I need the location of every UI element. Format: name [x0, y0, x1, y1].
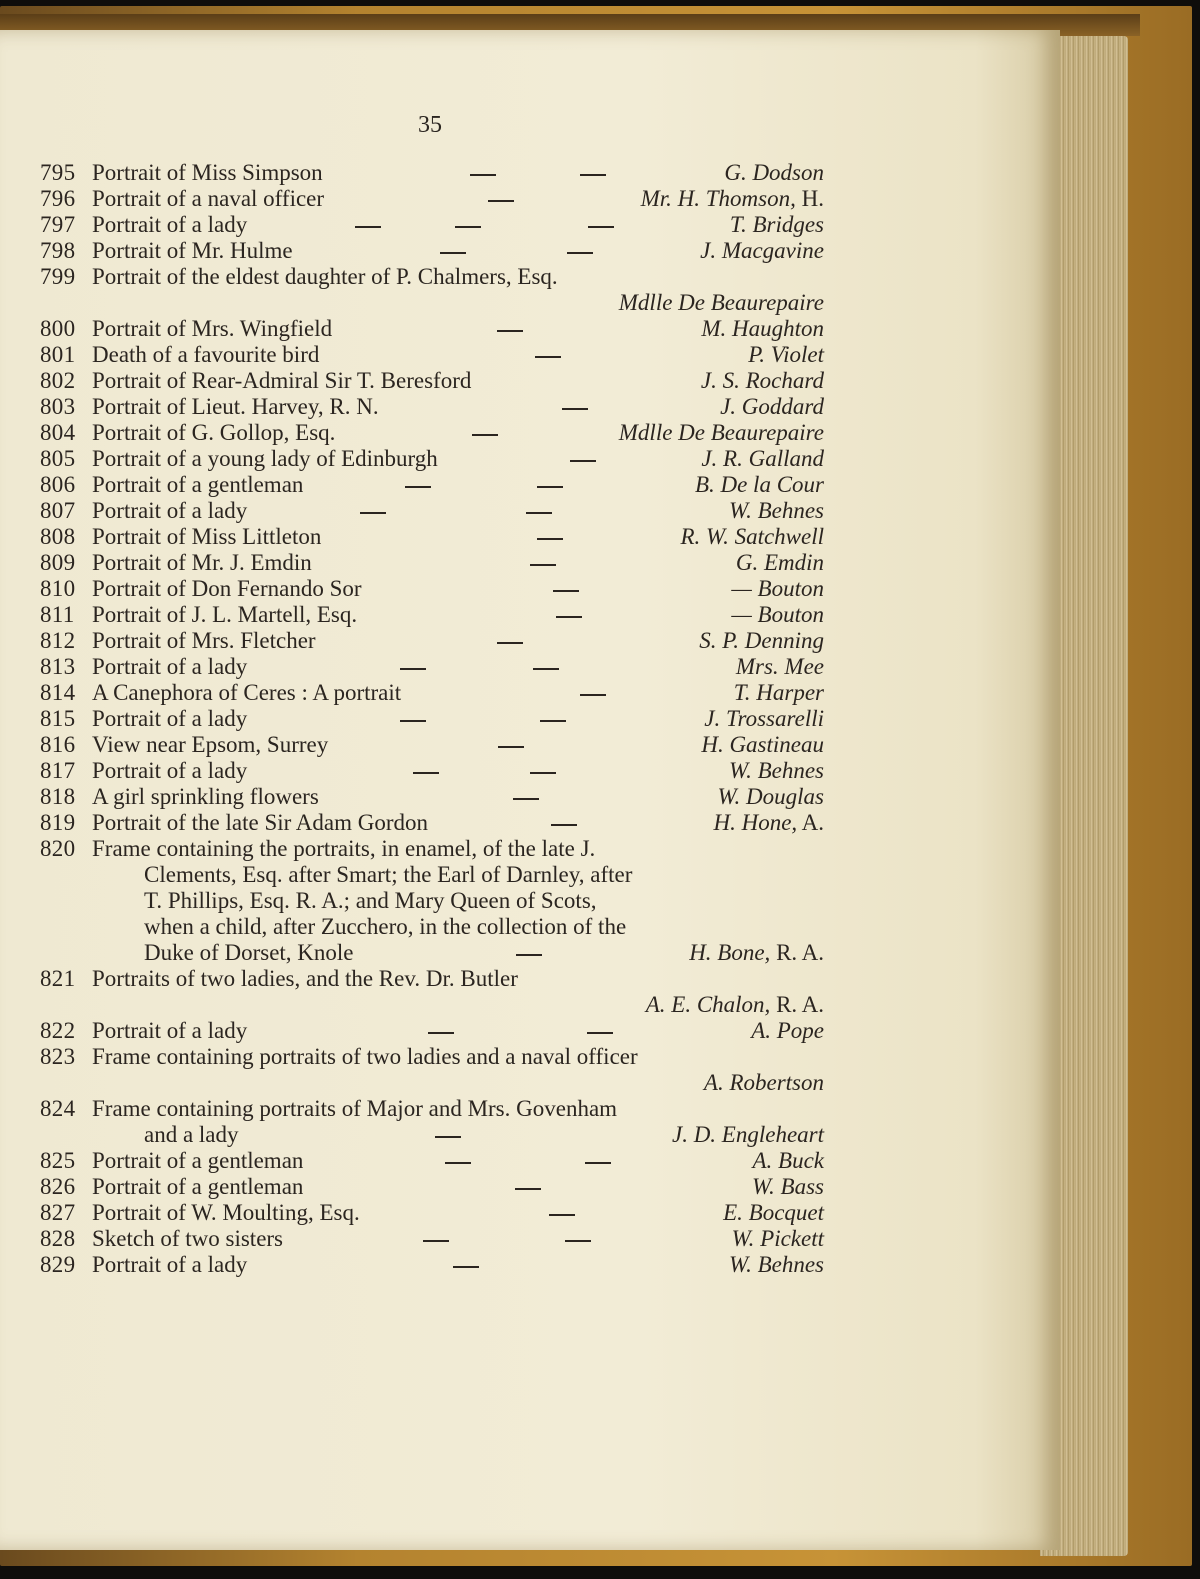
leader-dash: [400, 720, 426, 722]
artist-name-text: T. Bridges: [729, 212, 824, 237]
entry-title: Portrait of Miss Littleton: [92, 524, 322, 549]
entry-title: Portrait of Don Fernando Sor: [92, 576, 362, 601]
leader-dash: [549, 1214, 575, 1216]
artist-honour: H.: [795, 186, 824, 211]
leader-dash: [516, 954, 542, 956]
leader-dash: [513, 798, 539, 800]
artist-name-text: J. S. Rochard: [700, 368, 824, 393]
artist-name-text: P. Violet: [748, 342, 824, 367]
entry-title: Portrait of a gentleman: [92, 1148, 304, 1173]
artist-name-text: H. Gastineau: [701, 732, 824, 757]
entry-title: Portrait of a lady: [92, 498, 248, 523]
entry-number: 827: [40, 1200, 76, 1225]
artist-name: [734, 680, 824, 706]
artist-name: [701, 316, 824, 342]
leader-dash: [537, 538, 563, 540]
artist-name-text: — Bouton: [731, 576, 824, 601]
entry-number: 795: [40, 160, 76, 185]
artist-name-text: A. Robertson: [703, 1070, 824, 1095]
entry-number: 806: [40, 472, 76, 497]
artist-name: [713, 810, 824, 836]
artist-name: [720, 394, 824, 420]
artist-name-text: M. Haughton: [701, 316, 824, 341]
entry-title: Frame containing the portraits, in enamel, of the late J.: [92, 836, 596, 861]
artist-name: [731, 602, 824, 628]
entry-number: 808: [40, 524, 76, 549]
entry-title: Portrait of the late Sir Adam Gordon: [92, 810, 428, 835]
artist-name: [704, 706, 824, 732]
artist-name-text: J. Macgavine: [700, 238, 824, 263]
leader-dash: [553, 590, 579, 592]
leader-dash: [562, 408, 588, 410]
entry-title-continuation: Duke of Dorset, Knole: [144, 940, 354, 965]
entry-title-continuation: Clements, Esq. after Smart; the Earl of Darnley, after: [144, 862, 633, 887]
artist-name: [619, 420, 824, 446]
artist-name: [729, 758, 824, 784]
entry-number: 821: [40, 966, 76, 991]
entry-title: Sketch of two sisters: [92, 1226, 284, 1251]
leader-dash: [526, 512, 552, 514]
leader-dash: [570, 460, 596, 462]
entry-number: 802: [40, 368, 76, 393]
entry-number: 811: [40, 602, 75, 627]
artist-name-text: H. Hone,: [713, 810, 798, 835]
entry-number: 829: [40, 1252, 76, 1277]
artist-name-text: S. P. Denning: [699, 628, 824, 653]
artist-name: [729, 498, 824, 524]
entry-title: Portrait of a lady: [92, 1252, 248, 1277]
artist-name: [701, 446, 824, 472]
entry-number: 799: [40, 264, 76, 289]
artist-name: [751, 1018, 824, 1044]
leader-dash: [565, 1240, 591, 1242]
entry-number: 798: [40, 238, 76, 263]
entry-title: View near Epsom, Surrey: [92, 732, 329, 757]
leader-dash: [472, 434, 498, 436]
leader-dash: [405, 486, 431, 488]
entry-number: 816: [40, 732, 76, 757]
artist-name-text: J. Goddard: [720, 394, 824, 419]
entry-number: 804: [40, 420, 76, 445]
page-number: 35: [418, 112, 442, 138]
artist-name-text: Mrs. Mee: [735, 654, 824, 679]
leader-dash: [445, 1162, 471, 1164]
entry-title: Frame containing portraits of two ladies and a naval officer: [92, 1044, 638, 1069]
artist-name-text: G. Dodson: [724, 160, 824, 185]
entry-title: Portrait of a lady: [92, 1018, 248, 1043]
entry-number: 810: [40, 576, 76, 601]
leader-dash: [413, 772, 439, 774]
leader-dash: [585, 1162, 611, 1164]
entry-number: 813: [40, 654, 76, 679]
entry-title-continuation: when a child, after Zucchero, in the collection of the: [144, 914, 627, 939]
artist-name-text: T. Harper: [733, 680, 824, 705]
artist-name-text: Mdlle De Beaurepaire: [618, 420, 824, 445]
artist-name: [718, 784, 825, 810]
leader-dash: [455, 226, 481, 228]
artist-name: [619, 290, 824, 316]
entry-title: Frame containing portraits of Major and Mrs. Govenham: [92, 1096, 618, 1121]
artist-name: [724, 160, 824, 186]
artist-name: [700, 238, 824, 264]
entry-number: 818: [40, 784, 76, 809]
artist-name-text: R. W. Satchwell: [680, 524, 824, 549]
entry-number: 822: [40, 1018, 76, 1043]
leader-dash: [497, 330, 523, 332]
entry-title: Portrait of a lady: [92, 212, 248, 237]
artist-name: [736, 654, 824, 680]
entry-number: 814: [40, 680, 76, 705]
leader-dash: [580, 694, 606, 696]
artist-name: [723, 1200, 824, 1226]
entry-number: 820: [40, 836, 76, 861]
entry-number: 805: [40, 446, 76, 471]
artist-name-text: W. Bass: [752, 1174, 824, 1199]
entry-title: Portrait of Miss Simpson: [92, 160, 323, 185]
artist-name-text: — Bouton: [731, 602, 824, 627]
entry-number: 825: [40, 1148, 76, 1173]
entry-title: Portrait of Mr. Hulme: [92, 238, 293, 263]
leader-dash: [360, 512, 386, 514]
entry-number: 824: [40, 1096, 76, 1121]
leader-dash: [497, 642, 523, 644]
artist-name: [646, 992, 824, 1018]
leader-dash: [498, 746, 524, 748]
leader-dash: [440, 252, 466, 254]
leader-dash: [423, 1240, 449, 1242]
leader-dash: [587, 1032, 613, 1034]
artist-name: [732, 1226, 824, 1252]
artist-name-text: A. Pope: [751, 1018, 824, 1043]
leader-dash: [533, 668, 559, 670]
entry-number: 828: [40, 1226, 76, 1251]
artist-honour: A.: [797, 810, 824, 835]
leader-dash: [535, 356, 561, 358]
entry-number: 801: [40, 342, 76, 367]
entry-title: Portrait of a young lady of Edinburgh: [92, 446, 438, 471]
entry-number: 812: [40, 628, 76, 653]
artist-name: [731, 576, 824, 602]
leader-dash: [537, 486, 563, 488]
leader-dash: [540, 720, 566, 722]
entry-title: Portrait of G. Gollop, Esq.: [92, 420, 336, 445]
artist-name-text: G. Emdin: [735, 550, 824, 575]
artist-name: [748, 342, 824, 368]
entry-number: 807: [40, 498, 76, 523]
artist-name: [730, 212, 824, 238]
artist-name: [672, 1122, 824, 1148]
entry-title: Portrait of Mrs. Wingfield: [92, 316, 333, 341]
artist-name-text: Mr. H. Thomson,: [640, 186, 796, 211]
leader-dash: [355, 226, 381, 228]
artist-honour: R. A.: [770, 992, 824, 1017]
entry-number: 817: [40, 758, 76, 783]
entry-title: Portrait of Rear-Admiral Sir T. Beresford: [92, 368, 472, 393]
artist-name-text: B. De la Cour: [694, 472, 824, 497]
entry-title: Portrait of a gentleman: [92, 1174, 304, 1199]
entry-title: Portrait of Mr. J. Emdin: [92, 550, 312, 575]
entry-title: Portrait of the eldest daughter of P. Chalmers, Esq.: [92, 264, 558, 289]
leader-dash: [488, 200, 514, 202]
entry-number: 803: [40, 394, 76, 419]
leader-dash: [453, 1266, 479, 1268]
entry-title: Portrait of a gentleman: [92, 472, 304, 497]
artist-name: [680, 524, 824, 550]
artist-name-text: W. Behnes: [729, 498, 824, 523]
entry-number: 823: [40, 1044, 76, 1069]
entry-number: 796: [40, 186, 76, 211]
artist-name: [701, 368, 824, 394]
leader-dash: [515, 1188, 541, 1190]
entry-title: A girl sprinkling flowers: [92, 784, 319, 809]
entry-title: Portrait of J. L. Martell, Esq.: [92, 602, 358, 627]
leader-dash: [580, 174, 606, 176]
artist-name: [704, 1070, 824, 1096]
leader-dash: [435, 1136, 461, 1138]
leader-dash: [400, 668, 426, 670]
entry-title: Portrait of Mrs. Fletcher: [92, 628, 316, 653]
leader-dash: [470, 174, 496, 176]
artist-name: [752, 1174, 824, 1200]
artist-name-text: A. E. Chalon,: [645, 992, 771, 1017]
leader-dash: [428, 1032, 454, 1034]
entry-number: 800: [40, 316, 76, 341]
leader-dash: [530, 772, 556, 774]
artist-name-text: E. Bocquet: [723, 1200, 824, 1225]
artist-name: [641, 186, 824, 212]
artist-honour: R. A.: [770, 940, 824, 965]
leader-dash: [556, 616, 582, 618]
entry-title: A Canephora of Ceres : A portrait: [92, 680, 402, 705]
entry-number: 809: [40, 550, 76, 575]
entry-number: 826: [40, 1174, 76, 1199]
artist-name-text: W. Behnes: [729, 1252, 824, 1277]
entry-number: 815: [40, 706, 76, 731]
artist-name: [699, 628, 824, 654]
entry-title: Portrait of a naval officer: [92, 186, 325, 211]
artist-name: [752, 1148, 824, 1174]
entry-title-continuation: and a lady: [144, 1122, 239, 1147]
entry-title: Portrait of a lady: [92, 706, 248, 731]
artist-name: [695, 472, 824, 498]
entry-number: 797: [40, 212, 76, 237]
entry-title: Portrait of a lady: [92, 654, 248, 679]
artist-name-text: W. Pickett: [731, 1226, 824, 1251]
artist-name: [736, 550, 824, 576]
entry-title-continuation: T. Phillips, Esq. R. A.; and Mary Queen of Scots,: [144, 888, 597, 913]
artist-name-text: J. D. Engleheart: [671, 1122, 824, 1147]
artist-name-text: H. Bone,: [689, 940, 771, 965]
artist-name: [701, 732, 824, 758]
artist-name-text: W. Behnes: [729, 758, 824, 783]
entry-number: 819: [40, 810, 76, 835]
leader-dash: [530, 564, 556, 566]
entry-title: Death of a favourite bird: [92, 342, 320, 367]
leader-dash: [567, 252, 593, 254]
artist-name-text: W. Douglas: [717, 784, 824, 809]
artist-name: [729, 1252, 824, 1278]
artist-name: [689, 940, 824, 966]
leader-dash: [551, 824, 577, 826]
artist-name-text: J. R. Galland: [701, 446, 824, 471]
entry-title: Portraits of two ladies, and the Rev. Dr. Butler: [92, 966, 518, 991]
leader-dash: [588, 226, 614, 228]
entry-title: Portrait of Lieut. Harvey, R. N.: [92, 394, 379, 419]
entry-title: Portrait of W. Moulting, Esq.: [92, 1200, 360, 1225]
entry-title: Portrait of a lady: [92, 758, 248, 783]
artist-name-text: Mdlle De Beaurepaire: [618, 290, 824, 315]
artist-name-text: A. Buck: [752, 1148, 824, 1173]
artist-name-text: J. Trossarelli: [704, 706, 824, 731]
